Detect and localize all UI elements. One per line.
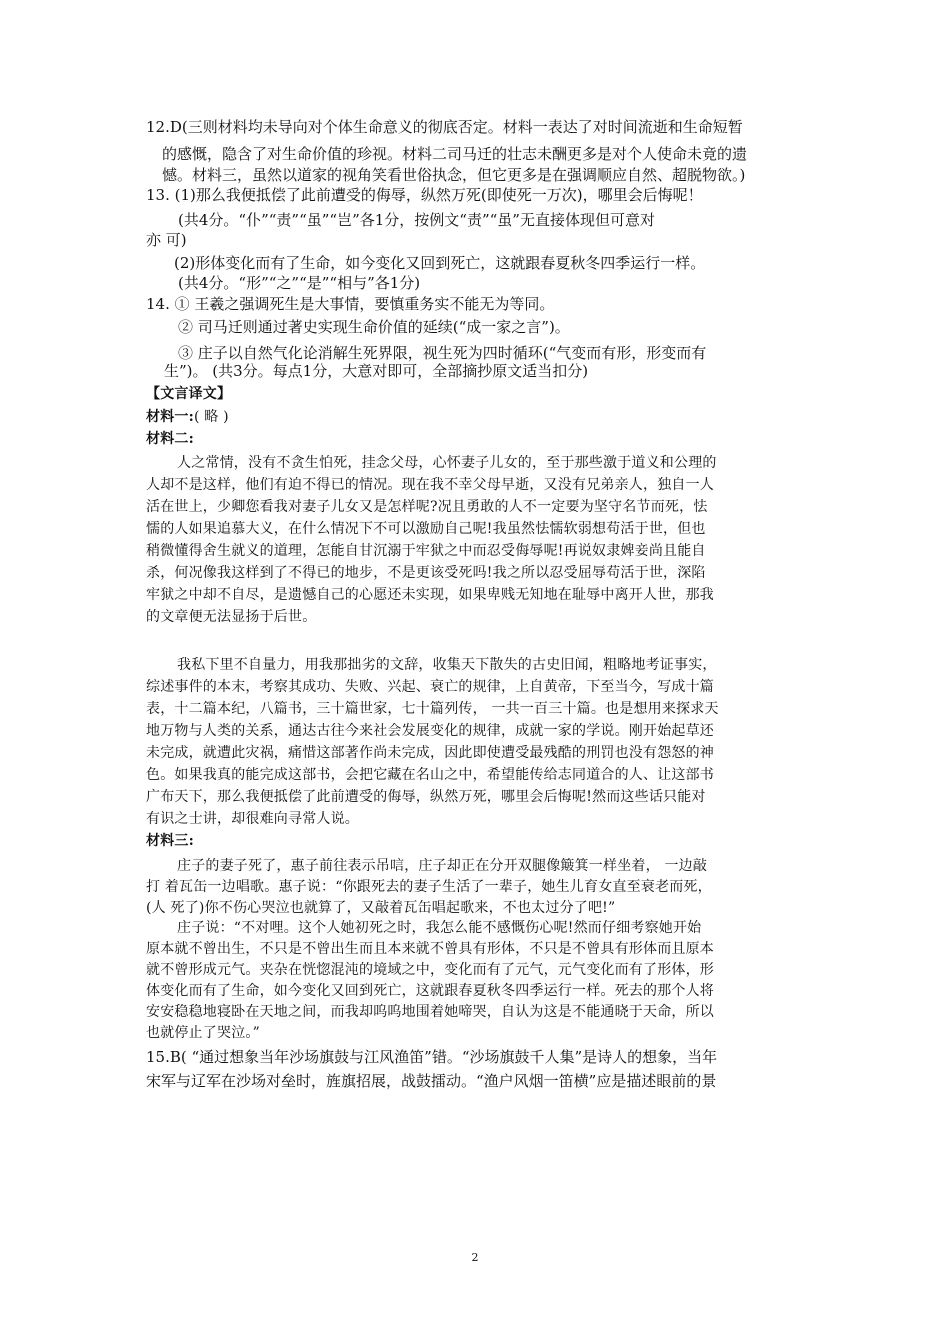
m2-p2-line-8: 有识之士讲，却很难向寻常人说。: [146, 811, 359, 827]
m2-p1-line-1: 人之常情，没有不贪生怕死，挂念父母，心怀妻子儿女的，至于那些激于道义和公理的: [177, 455, 717, 471]
q14-line-1: 14. ① 王羲之强调死生是大事情，要慎重务实不能无为等同。: [146, 295, 555, 313]
q15-line-2: 宋军与辽军在沙场对垒时，旌旗招展，战鼓擂动。“渔户风烟一笛横”应是描述眼前的景: [146, 1072, 717, 1090]
m2-p1-line-3: 活在世上，少卿您看我对妻子儿女又是怎样呢?况且勇敢的人不一定要为坚守名节而死，怯: [146, 499, 708, 515]
material-1-row: [146, 407, 229, 427]
m2-p2-line-4: 地万物与人类的关系，通达古往今来社会发展变化的规律，成就一家的学说。刚开始起草还: [146, 723, 714, 739]
m3-p2-line-4: 体变化而有了生命，如今变化又回到死亡，这就跟春夏秋冬四季运行一样。死去的那个人将: [146, 983, 714, 999]
m2-p2-line-6: 色。如果我真的能完成这部书，会把它藏在名山之中，希望能传给志同道合的人、让这部书: [146, 767, 714, 783]
q12-line-1: 12.D(三则材料均未导向对个体生命意义的彻底否定。材料一表达了对时间流逝和生命短暂: [146, 118, 743, 136]
material-3-label: 材料三:: [146, 833, 194, 849]
translation-heading: 【文言译文】: [146, 386, 232, 402]
m3-p2-line-2: 原本就不曾出生，不只是不曾出生而且本来就不曾具有形体，不只是不曾具有形体而且原本: [146, 941, 714, 957]
q13-line-2: (共4分。“仆”“责”“虽”“岂”各1分，按例文“责”“虽”无直接体现但可意对: [178, 211, 655, 229]
m3-p2-line-6: 也就停止了哭泣。”: [146, 1025, 260, 1041]
m2-p1-line-6: 杀，何况像我这样到了不得已的地步，不是更该受死吗!我之所以忍受屈辱苟活于世，深陷: [146, 565, 706, 581]
material-1-text: ( 略 ): [193, 409, 229, 425]
m2-p1-line-2: 人却不是这样，他们有迫不得已的情况。现在我不幸父母早逝，又没有兄弟亲人，独自一人: [146, 477, 714, 493]
page-number: 2: [471, 1251, 479, 1264]
m3-p1-line-2: 打 着瓦缶一边唱歌。惠子说：“你跟死去的妻子生活了一辈子，她生儿育女直至衰老而死，: [146, 879, 712, 895]
q12-line-2: 的感慨，隐含了对生命价值的珍视。材料二司马迁的壮志未酬更多是对个人使命未竟的遗: [162, 145, 748, 163]
m3-p2-line-5: 安安稳稳地寝卧在天地之间，而我却呜呜地围着她啼哭，自认为这是不能通晓于天命，所以: [146, 1004, 714, 1020]
m2-p2-line-5: 未完成，就遭此灾祸，痛惜这部著作尚未完成，因此即使遭受最残酷的刑罚也没有怨怒的神: [146, 745, 714, 761]
q14-line-4: 生”)。 (共3分。每点1分，大意对即可，全部摘抄原文适当扣分): [164, 362, 589, 380]
m2-p1-line-7: 牢狱之中却不自尽，是遗憾自己的心愿还未实现，如果卑贱无知地在耻辱中离开人世，那我: [146, 587, 714, 603]
q14-line-3: ③ 庄子以自然气化论消解生死界限，视生死为四时循环(“气变而有形，形变而有: [178, 344, 707, 362]
m2-p2-line-1: 我私下里不自量力，用我那拙劣的文辞，收集天下散失的古史旧闻，粗略地考证事实，: [177, 657, 717, 673]
q14-line-2: ② 司马迁则通过著史实现生命价值的延续(“成一家之言”)。: [178, 318, 570, 336]
m3-p2-line-3: 就不曾形成元气。夹杂在恍惚混沌的境域之中，变化而有了元气，元气变化而有了形体，形: [146, 962, 714, 978]
m3-p2-line-1: 庄子说：“不对哩。这个人她初死之时，我怎么能不感慨伤心呢!然而仔细考察她开始: [177, 920, 702, 936]
m3-p1-line-1: 庄子的妻子死了，惠子前往表示吊唁，庄子却正在分开双腿像簸箕一样坐着， 一边敲: [177, 858, 708, 874]
m2-p1-line-5: 稍微懂得舍生就义的道理，怎能自甘沉溺于牢狱之中而忍受侮辱呢!再说奴隶婢妾尚且能自: [146, 543, 706, 559]
m2-p1-line-4: 懦的人如果追慕大义，在什么情况下不可以激励自己呢!我虽然怯懦软弱想苟活于世，但也: [146, 521, 706, 537]
material-1-label: 材料一:: [146, 409, 194, 425]
q13-line-5: (共4分。“形”“之”“是”“相与”各1分): [178, 274, 421, 292]
q13-line-4: (2)形体变化而有了生命，如今变化又回到死亡，这就跟春夏秋冬四季运行一样。: [174, 254, 706, 272]
m2-p2-line-3: 表，十二篇本纪，八篇书，三十篇世家，七十篇列传， 一共一百三十篇。也是想用来探求天: [146, 701, 719, 717]
m2-p2-line-2: 综述事件的本末，考察其成功、失败、兴起、衰亡的规律，上自黄帝，下至当今，写成十篇: [146, 679, 714, 695]
q13-line-3: 亦 可): [146, 231, 187, 249]
q13-line-1: 13. (1)那么我便抵偿了此前遭受的侮辱，纵然万死(即使死一万次)，哪里会后悔呢！: [146, 186, 703, 204]
m3-p1-line-3: (人 死了)你不伤心哭泣也就算了，又敲着瓦缶唱起歌来，不也太过分了吧!”: [146, 900, 616, 916]
m2-p1-line-8: 的文章便无法显扬于后世。: [146, 609, 317, 625]
m2-p2-line-7: 广布天下，那么我便抵偿了此前遭受的侮辱，纵然万死，哪里会后悔呢!然而这些话只能对: [146, 789, 706, 805]
q12-line-3: 憾。材料三，虽然以道家的视角笑看世俗执念，但它更多是在强调顺应自然、超脱物欲。): [162, 166, 746, 184]
material-2-label: 材料二:: [146, 431, 194, 447]
q15-line-1: 15.B( “通过想象当年沙场旗鼓与江风渔笛”错。“沙场旗鼓千人集”是诗人的想象，当年: [146, 1048, 718, 1066]
